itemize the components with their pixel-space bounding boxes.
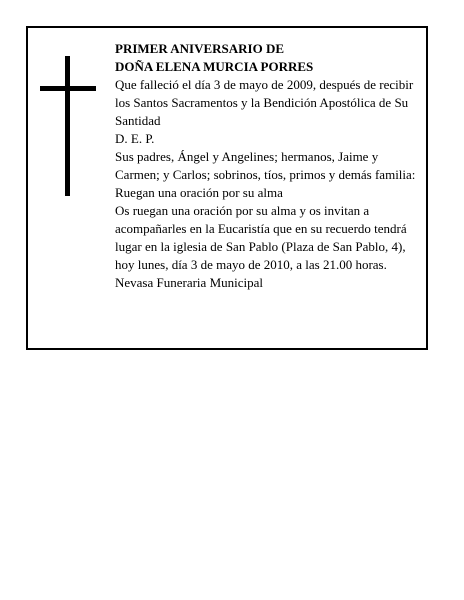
notice-title-line-1: PRIMER ANIVERSARIO DE	[115, 41, 285, 56]
death-statement: Que falleció el día 3 de mayo de 2009, después de recibir los Santos Sacramentos y la Bendición Apostólica de Su Santidad	[115, 77, 414, 128]
notice-title-line-2: DOÑA ELENA MURCIA PORRES	[115, 59, 314, 74]
family-list: Sus padres, Ángel y Angelines; hermanos, Jaime y Carmen; y Carlos; sobrinos, tíos, primos y demás familia:	[115, 149, 416, 182]
rip-initials: D. E. P.	[115, 131, 155, 146]
notice-body	[115, 40, 423, 292]
mass-invitation: Os ruegan una oración por su alma y os invitan a acompañarles en la Eucaristía que en su recuerdo tendrá lugar en la iglesia de San Pablo (Plaza de San Pablo, 4), hoy lunes, día 3 de mayo de 2010, a las 21.00 horas.	[115, 203, 407, 272]
funeral-home: Nevasa Funeraria Municipal	[115, 275, 264, 290]
cross-icon	[40, 56, 96, 196]
cross-vertical-bar	[65, 56, 70, 196]
obituary-notice	[26, 26, 428, 350]
cross-horizontal-bar	[40, 86, 96, 91]
prayer-request: Ruegan una oración por su alma	[115, 185, 283, 200]
